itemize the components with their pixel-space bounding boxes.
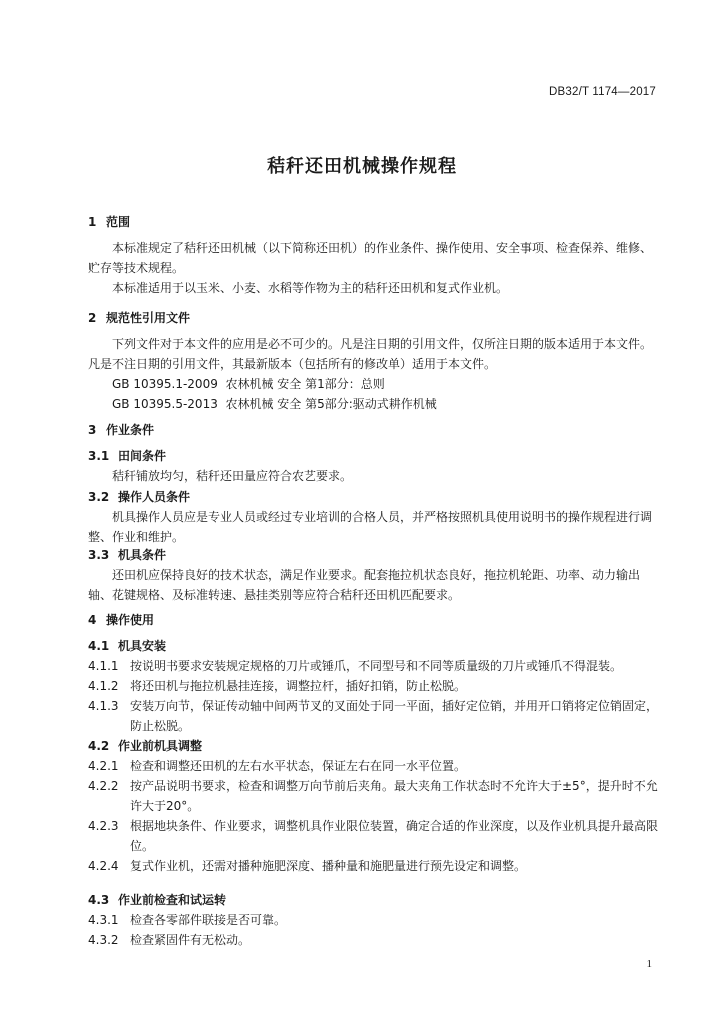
- subsection-3-3-body: [88, 565, 658, 605]
- clause-number: 4.2.1: [88, 759, 119, 773]
- document-code: DB32/T 1174—2017: [549, 86, 656, 98]
- section-4-heading: [88, 610, 154, 630]
- subsection-title: 田间条件: [118, 449, 167, 463]
- clause-item: [88, 856, 658, 876]
- subsection-title: 作业前机具调整: [118, 739, 203, 753]
- section-3-heading: [88, 420, 154, 440]
- section-number: 3: [88, 423, 97, 437]
- section-number: 2: [88, 311, 97, 325]
- clause-number: 4.1.1: [88, 659, 119, 673]
- clause-number: 4.2.4: [88, 859, 119, 873]
- subsection-number: 3.1: [88, 449, 110, 463]
- subsection-4-1-heading: [88, 636, 166, 656]
- section-title: 规范性引用文件: [106, 311, 191, 325]
- clause-text: 按说明书要求安装规定规格的刀片或锤爪，不同型号和不同等质量级的刀片或锤爪不得混装。: [130, 659, 623, 673]
- clause-text: 检查和调整还田机的左右水平状态，保证左右在同一水平位置。: [130, 759, 467, 773]
- subsection-number: 3.3: [88, 548, 110, 562]
- subsection-number: 4.1: [88, 639, 110, 653]
- paragraph: 还田机应保持良好的技术状态，满足作业要求。配套拖拉机状态良好，拖拉机轮距、功率、动力输出轴、花键规格、及标准转速、悬挂类别等应符合秸秆还田机匹配要求。: [88, 568, 641, 602]
- clause-text: 根据地块条件、作业要求，调整机具作业限位装置，确定合适的作业深度，以及作业机具提升最高限位。: [130, 819, 659, 853]
- reference-item: GB 10395.1-2009 农林机械 安全 第1部分：总则: [112, 377, 385, 391]
- subsection-3-1-heading: [88, 446, 166, 466]
- section-title: 作业条件: [106, 423, 155, 437]
- section-title: 范围: [106, 215, 131, 229]
- paragraph: 机具操作人员应是专业人员或经过专业培训的合格人员，并严格按照机具使用说明书的操作规程进行调整、作业和维护。: [88, 510, 653, 544]
- clause-number: 4.3.2: [88, 933, 119, 947]
- subsection-title: 机具安装: [118, 639, 167, 653]
- clause-number: 4.1.3: [88, 699, 119, 713]
- paragraph: 本标准适用于以玉米、小麦、水稻等作物为主的秸秆还田机和复式作业机。: [112, 281, 509, 295]
- subsection-number: 4.2: [88, 739, 110, 753]
- subsection-number: 4.3: [88, 893, 110, 907]
- clause-number: 4.2.3: [88, 819, 119, 833]
- clause-item: [88, 756, 658, 776]
- clause-text: 检查各零部件联接是否可靠。: [130, 913, 287, 927]
- clause-item: [88, 676, 658, 696]
- clause-item: [88, 776, 658, 816]
- subsection-3-3-heading: [88, 545, 166, 565]
- subsection-title: 操作人员条件: [118, 490, 191, 504]
- clause-number: 4.2.2: [88, 779, 119, 793]
- section-2-body: [88, 334, 658, 414]
- paragraph: 下列文件对于本文件的应用是必不可少的。凡是注日期的引用文件，仅所注日期的版本适用于本文件。凡是不注日期的引用文件，其最新版本（包括所有的修改单）适用于本文件。: [88, 337, 653, 371]
- subsection-title: 机具条件: [118, 548, 167, 562]
- paragraph: 秸秆铺放均匀，秸秆还田量应符合农艺要求。: [112, 469, 353, 483]
- section-1-heading: [88, 212, 130, 232]
- section-number: 4: [88, 613, 97, 627]
- clause-text: 检查紧固件有无松动。: [130, 933, 251, 947]
- section-2-heading: [88, 308, 190, 328]
- section-number: 1: [88, 215, 97, 229]
- subsection-3-2-heading: [88, 487, 190, 507]
- subsection-3-2-body: [88, 507, 658, 547]
- clause-text: 复式作业机，还需对播种施肥深度、播种量和施肥量进行预先设定和调整。: [130, 859, 527, 873]
- clause-text: 将还田机与拖拉机悬挂连接，调整拉杆，插好扣销，防止松脱。: [130, 679, 467, 693]
- subsection-number: 3.2: [88, 490, 110, 504]
- page-title: 秸秆还田机械操作规程: [267, 156, 457, 177]
- section-1-body: [88, 238, 658, 298]
- clause-number: 4.1.2: [88, 679, 119, 693]
- clause-number: 4.3.1: [88, 913, 119, 927]
- subsection-3-1-body: [88, 466, 658, 486]
- clause-text: 按产品说明书要求，检查和调整万向节前后夹角。最大夹角工作状态时不允许大于±5°，提升时不允许大于20°。: [130, 779, 658, 813]
- clause-item: [88, 656, 658, 676]
- subsection-title: 作业前检查和试运转: [118, 893, 227, 907]
- subsection-4-3-heading: [88, 890, 226, 910]
- subsection-4-2-heading: [88, 736, 202, 756]
- clause-item: [88, 696, 658, 736]
- section-title: 操作使用: [106, 613, 155, 627]
- clause-item: [88, 910, 658, 930]
- paragraph: 本标准规定了秸秆还田机械（以下简称还田机）的作业条件、操作使用、安全事项、检查保养、维修、贮存等技术规程。: [88, 241, 653, 275]
- clause-item: [88, 930, 658, 950]
- reference-item: GB 10395.5-2013 农林机械 安全 第5部分:驱动式耕作机械: [112, 397, 437, 411]
- clause-item: [88, 816, 658, 856]
- page-number: 1: [646, 958, 652, 970]
- clause-text: 安装万向节，保证传动轴中间两节叉的叉面处于同一平面，插好定位销，并用开口销将定位销固定，防止松脱。: [130, 699, 659, 733]
